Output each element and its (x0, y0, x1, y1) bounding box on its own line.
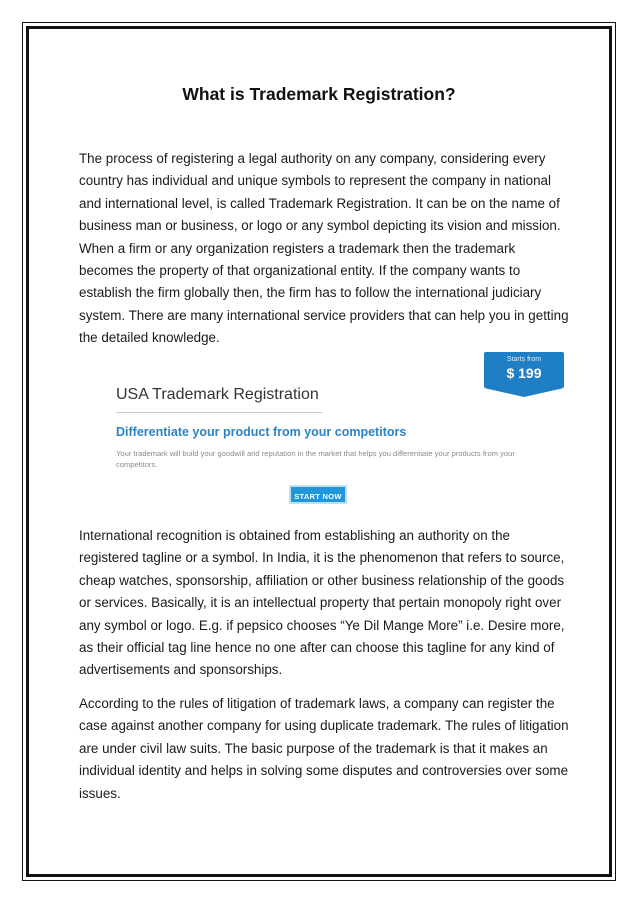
banner-subheading: Differentiate your product from your competitors (116, 425, 407, 439)
trademark-ad-banner (108, 352, 564, 518)
paragraph-intro: The process of registering a legal authority on any company, considering every country has individual and unique symbols to represent the company in national and international level, is called Trademark Registration. It can be on the name of business man or business, or logo or any symbol depicting its vision and mission. When a firm or any organization registers a trademark then the trademark becomes the property of that organizational entity. If the company wants to establish the firm globally then, the firm has to follow the international judiciary system. There are many international service providers that can help you in getting the detailed knowledge. (79, 151, 569, 346)
price-ribbon (484, 352, 564, 388)
price-value: $ 199 (506, 365, 542, 381)
start-now-button[interactable]: START NOW (289, 485, 347, 504)
banner-divider (116, 412, 322, 413)
document-title: What is Trademark Registration? (182, 84, 456, 104)
price-label: Starts from (506, 356, 542, 363)
banner-description: Your trademark will build your goodwill and reputation in the market that helps you differentiate your products from your competitors. (116, 449, 515, 469)
paragraph-litigation: According to the rules of litigation of trademark laws, a company can register the case against another company for using duplicate trademark. The rules of litigation are under civil law suits. The basic purpose of the trademark is that it makes an individual identity and helps in solving some disputes and controversies over some issues. (79, 696, 569, 801)
paragraph-recognition: International recognition is obtained from establishing an authority on the registered tagline or a symbol. In India, it is the phenomenon that refers to source, cheap watches, sponsorship, affiliation or other business relationship of the goods or services. Basically, it is an intellectual property that pertain monopoly right over any symbol or logo. E.g. if pepsico chooses “Ye Dil Mange More” i.e. Desire more, as their official tag line hence no one after can choose this tagline for any kind of advertisements and sponsorships. (79, 528, 565, 678)
banner-heading: USA Trademark Registration (116, 386, 319, 403)
